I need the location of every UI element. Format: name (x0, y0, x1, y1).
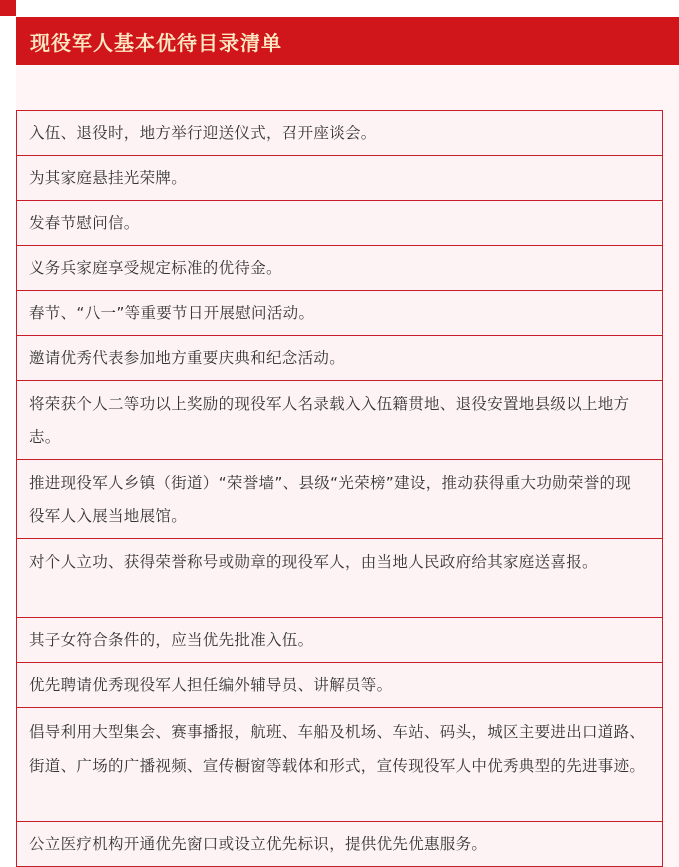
corner-decoration (0, 0, 16, 16)
header-bar (16, 17, 679, 65)
list-item: 优先聘请优秀现役军人担任编外辅导员、讲解员等。 (16, 663, 663, 708)
list-item: 邀请优秀代表参加地方重要庆典和纪念活动。 (16, 336, 663, 381)
list-item: 推进现役军人乡镇（街道）“荣誉墙”、县级“光荣榜”建设，推动获得重大功勋荣誉的现役军人入展当地展馆。 (16, 460, 663, 539)
list-item: 入伍、退役时，地方举行迎送仪式，召开座谈会。 (16, 111, 663, 156)
list-item: 为其家庭悬挂光荣牌。 (16, 156, 663, 201)
list-item: 将荣获个人二等功以上奖励的现役军人名录载入入伍籍贯地、退役安置地县级以上地方志。 (16, 381, 663, 460)
list-item: 对个人立功、获得荣誉称号或勋章的现役军人，由当地人民政府给其家庭送喜报。 (16, 539, 663, 618)
list-item: 倡导利用大型集会、赛事播报，航班、车船及机场、车站、码头，城区主要进出口道路、街道、广场的广播视频、宣传橱窗等载体和形式，宣传现役军人中优秀典型的先进事迹。 (16, 708, 663, 822)
list-item: 春节、“八一”等重要节日开展慰问活动。 (16, 291, 663, 336)
list-item: 其子女符合条件的，应当优先批准入伍。 (16, 618, 663, 663)
list-item: 发春节慰问信。 (16, 201, 663, 246)
page-title: 现役军人基本优待目录清单 (30, 30, 282, 55)
list-item: 公立医疗机构开通优先窗口或设立优先标识，提供优先优惠服务。 (16, 822, 663, 867)
benefits-list (16, 110, 663, 867)
list-item: 义务兵家庭享受规定标准的优待金。 (16, 246, 663, 291)
